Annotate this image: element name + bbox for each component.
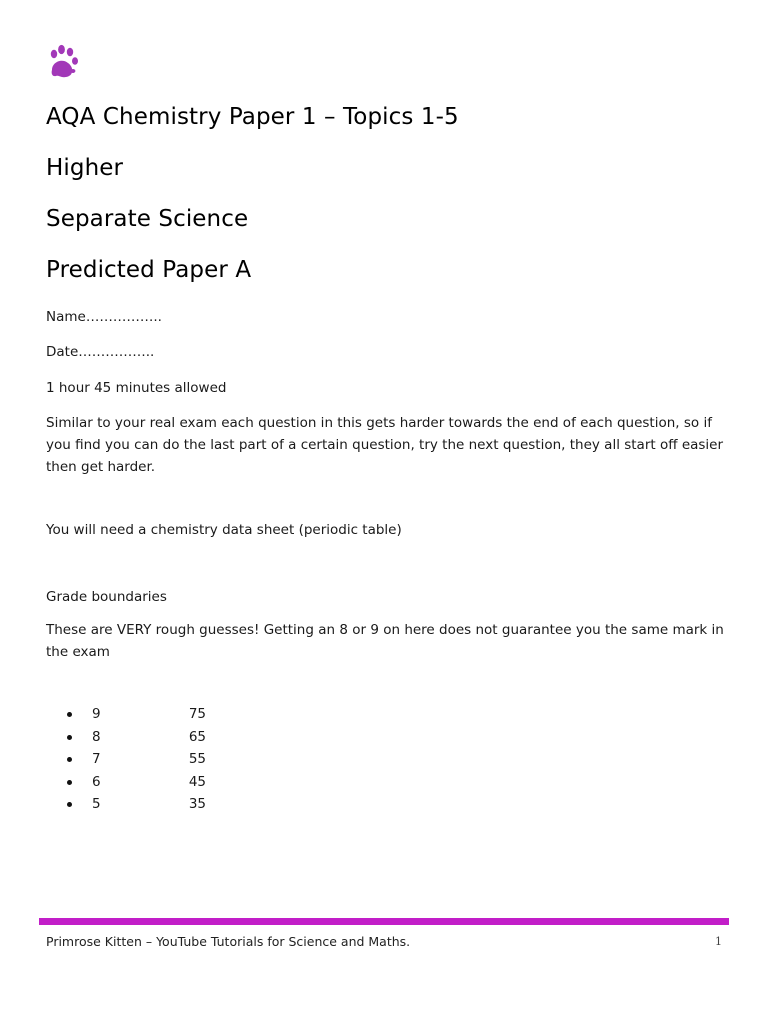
name-field: Name…………….. (46, 309, 162, 325)
grade-value: 9 (92, 706, 101, 722)
grade-mark: 65 (188, 728, 206, 745)
time-allowed: 1 hour 45 minutes allowed (46, 380, 227, 396)
date-field: Date…………….. (46, 344, 155, 360)
course-heading: Separate Science (46, 206, 249, 232)
bullet-icon (67, 712, 72, 717)
grade-mark: 75 (188, 706, 206, 722)
grade-value: 7 (92, 751, 101, 767)
page-number: 1 (715, 935, 722, 948)
grade-value: 6 (92, 773, 101, 790)
paper-title: AQA Chemistry Paper 1 – Topics 1-5 (46, 104, 459, 130)
grade-mark: 55 (188, 751, 206, 767)
paw-print-icon (46, 44, 82, 82)
data-sheet-requirement: You will need a chemistry data sheet (periodic table) (46, 522, 402, 538)
grade-mark: 35 (188, 796, 206, 812)
bullet-icon (67, 757, 72, 762)
bullet-icon (67, 735, 72, 740)
grade-boundaries-heading: Grade boundaries (46, 589, 167, 605)
paper-variant-heading: Predicted Paper A (46, 257, 252, 283)
grade-value: 8 (92, 728, 101, 745)
footer-text: Primrose Kitten – YouTube Tutorials for Science and Maths. (46, 934, 411, 949)
footer-divider (39, 918, 729, 925)
intro-paragraph: Similar to your real exam each question in this gets harder towards the end of each question, so if you find you can do the last part of a certain question, try the next question, they all start off easier then get harder. (46, 415, 724, 475)
grade-value: 5 (92, 796, 101, 812)
grade-boundaries-caveat: These are VERY rough guesses! Getting an 8 or 9 on here does not guarantee you the same mark in the exam (46, 622, 724, 660)
grade-mark: 45 (188, 773, 206, 790)
bullet-icon (67, 802, 72, 807)
tier-heading: Higher (46, 155, 124, 181)
bullet-icon (67, 780, 72, 785)
